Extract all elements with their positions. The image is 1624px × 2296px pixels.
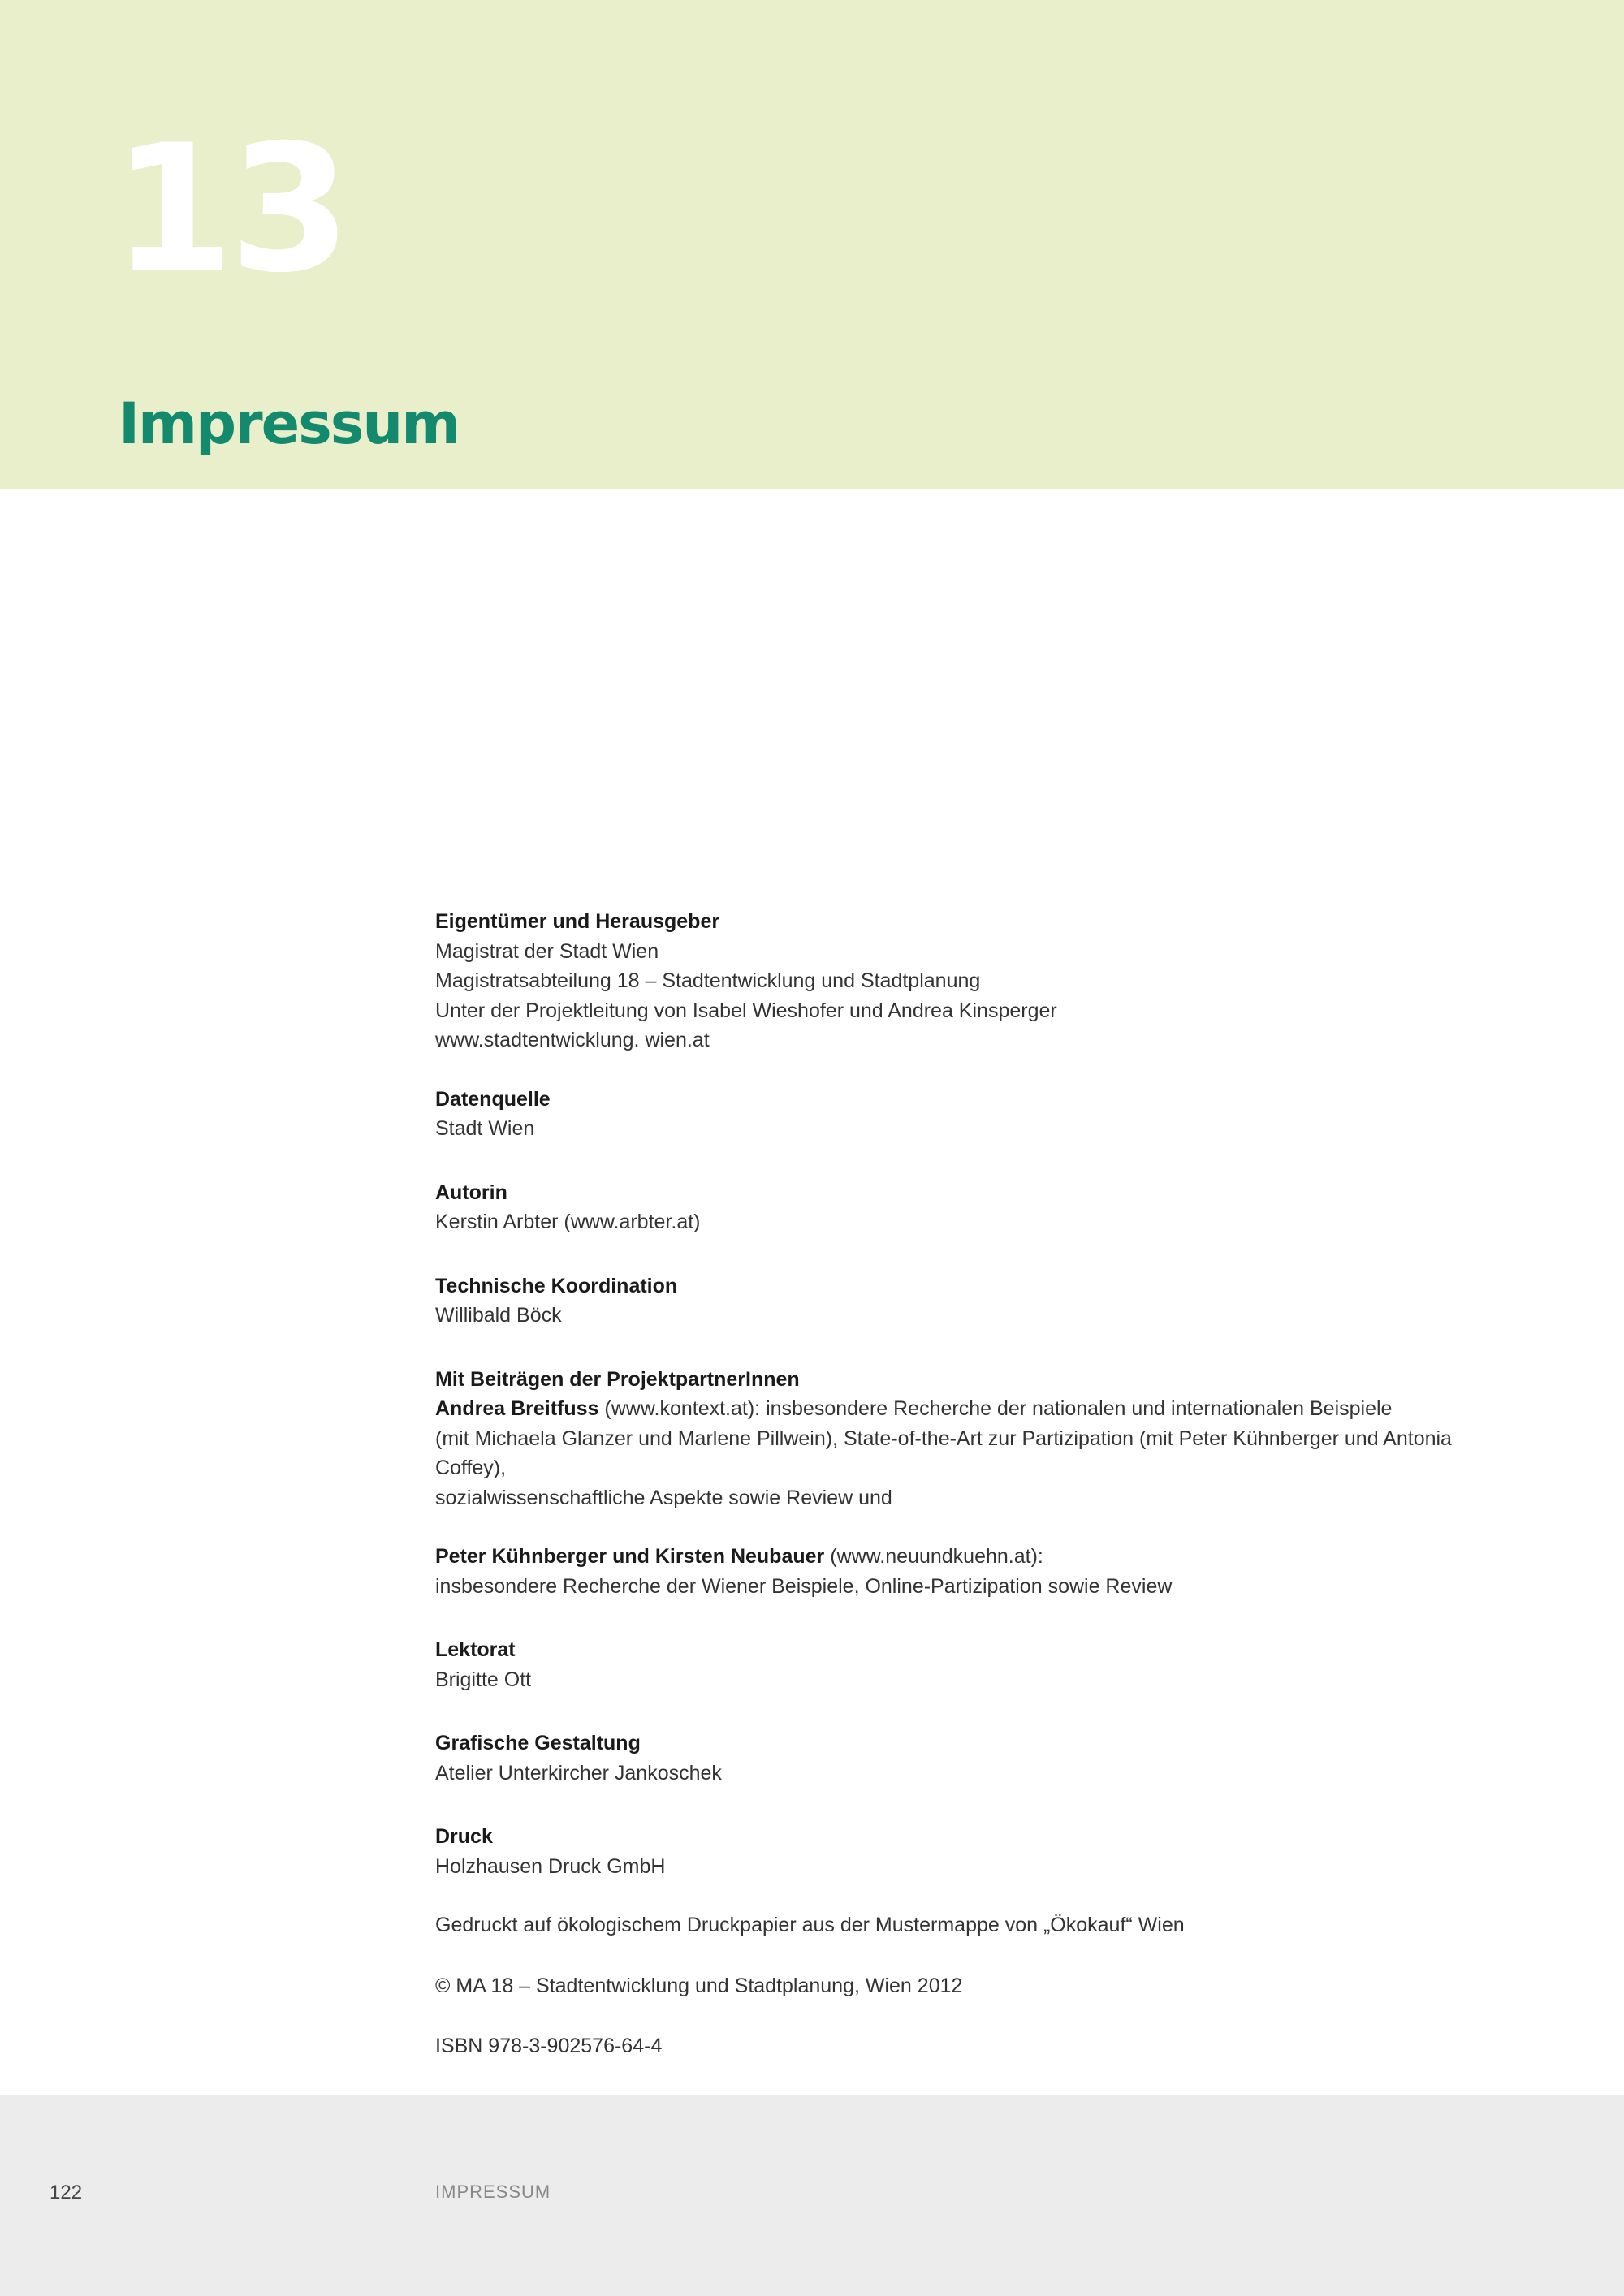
chapter-title: Impressum bbox=[119, 391, 460, 457]
section-line: Magistratsabteilung 18 – Stadtentwicklung und Stadtplanung bbox=[435, 969, 981, 992]
partner1-name: Andrea Breitfuss bbox=[435, 1397, 599, 1420]
section-line: Unter der Projektleitung von Isabel Wieshofer und Andrea Kinsperger bbox=[435, 999, 1057, 1022]
section-line: Kerstin Arbter (www.arbter.at) bbox=[435, 1211, 701, 1233]
section-author bbox=[435, 1178, 1491, 1237]
section-print bbox=[435, 1822, 1491, 1881]
section-line: Atelier Unterkircher Jankoschek bbox=[435, 1761, 722, 1785]
section-heading: Lektorat bbox=[435, 1638, 516, 1661]
section-heading: Datenquelle bbox=[435, 1087, 551, 1111]
section-tech-coordination bbox=[435, 1271, 1491, 1331]
partner2-name: Peter Kühnberger und Kirsten Neubauer bbox=[435, 1545, 825, 1568]
running-title: IMPRESSUM bbox=[435, 2182, 551, 2202]
partner2-line bbox=[435, 1542, 1491, 1572]
chapter-header-band bbox=[0, 0, 1624, 489]
section-heading: Autorin bbox=[435, 1180, 508, 1204]
section-heading: Technische Koordination bbox=[435, 1274, 678, 1297]
footer-band bbox=[0, 2095, 1624, 2296]
section-heading: Druck bbox=[435, 1825, 493, 1848]
paper-note: Gedruckt auf ökologischem Druckpapier aus der Mustermappe von „Ökokauf“ Wien bbox=[435, 1914, 1185, 1936]
section-heading: Grafische Gestaltung bbox=[435, 1732, 641, 1754]
chapter-number: 13 bbox=[112, 107, 347, 311]
copyright-notice: © MA 18 – Stadtentwicklung und Stadtplanung, Wien 2012 bbox=[435, 1974, 963, 1997]
section-heading: Mit Beiträgen der ProjektpartnerInnen bbox=[435, 1367, 800, 1391]
page-number: 122 bbox=[50, 2182, 83, 2203]
section-line: Holzhausen Druck GmbH bbox=[435, 1854, 666, 1878]
section-owner bbox=[435, 907, 1491, 1055]
impressum-content bbox=[435, 907, 1491, 2092]
section-line: Brigitte Ott bbox=[435, 1668, 532, 1691]
partner1-line bbox=[435, 1394, 1491, 1424]
section-data-source bbox=[435, 1085, 1491, 1144]
partner1-text: (www.kontext.at): insbesondere Recherche der nationalen und internationalen Beispiele bbox=[598, 1397, 1393, 1420]
section-line: insbesondere Recherche der Wiener Beispiele, Online-Partizipation sowie Review bbox=[435, 1574, 1173, 1598]
isbn: ISBN 978-3-902576-64-4 bbox=[435, 2035, 663, 2057]
section-heading: Eigentümer und Herausgeber bbox=[435, 910, 720, 933]
partner2-text: (www.neuundkuehn.at): bbox=[824, 1545, 1043, 1568]
section-line: Willibald Böck bbox=[435, 1304, 562, 1327]
section-line: Magistrat der Stadt Wien bbox=[435, 939, 659, 963]
section-design bbox=[435, 1728, 1491, 1788]
section-line: (mit Michaela Glanzer und Marlene Pillwein), State-of-the-Art zur Partizipation (mit Peter Kühnberger und Antonia Coffey), bbox=[435, 1426, 1452, 1479]
section-contributions bbox=[435, 1365, 1491, 1513]
section-line: Stadt Wien bbox=[435, 1117, 535, 1140]
section-editing bbox=[435, 1635, 1491, 1694]
website-link[interactable]: www.stadtentwicklung. wien.at bbox=[435, 1029, 710, 1051]
section-contributions-2 bbox=[435, 1542, 1491, 1601]
section-line: sozialwissenschaftliche Aspekte sowie Review und bbox=[435, 1486, 892, 1509]
